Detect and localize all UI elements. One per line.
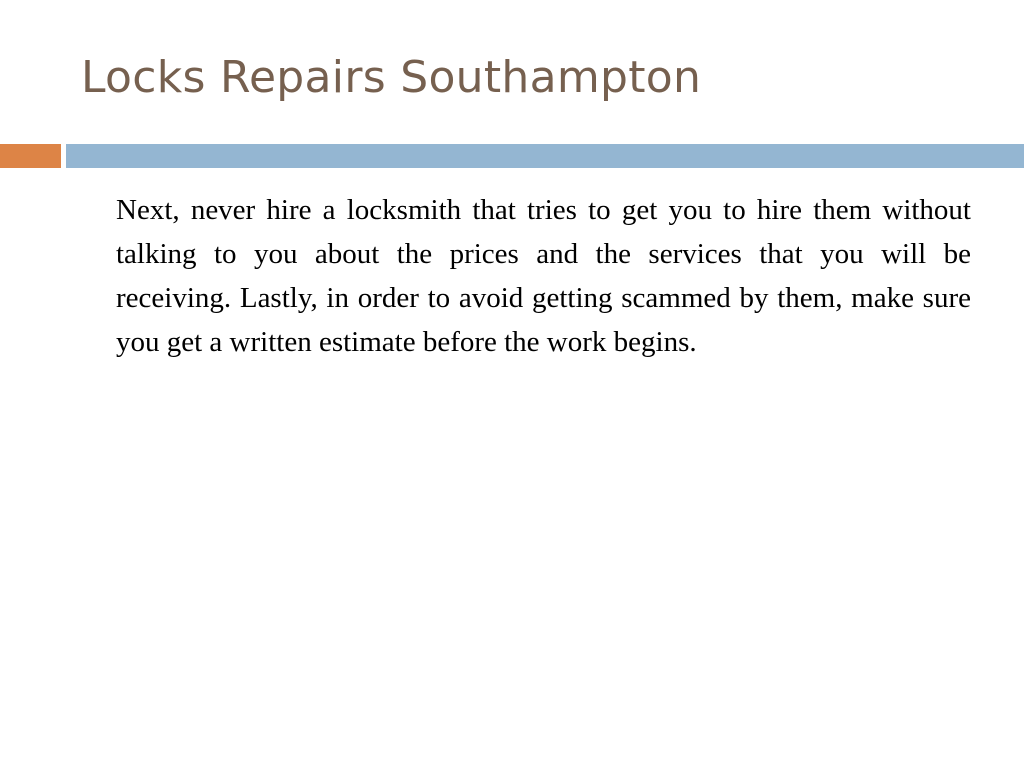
accent-bar-orange	[0, 144, 61, 168]
slide-title: Locks Repairs Southampton	[81, 52, 702, 103]
slide-body-text: Next, never hire a locksmith that tries to get you to hire them without talking to you about the prices and the services that you will be receiving. Lastly, in order to avoid getting scammed by them, make sure you get a written estimate before the work begins.	[116, 194, 971, 358]
accent-bar-blue	[66, 144, 1024, 168]
